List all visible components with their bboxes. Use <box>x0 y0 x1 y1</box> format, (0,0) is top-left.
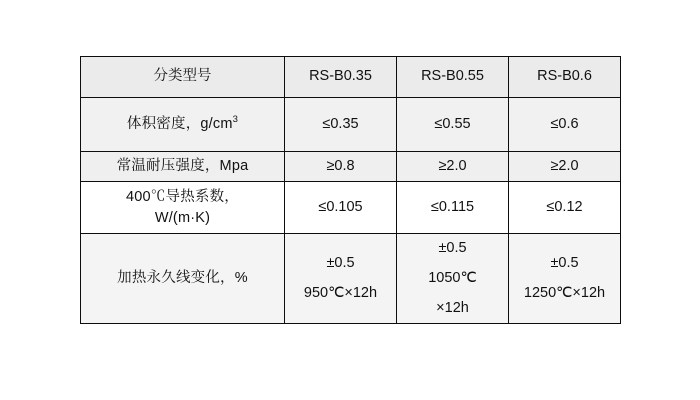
cell-strength-rsb055: ≥2.0 <box>397 152 509 182</box>
row-label-multiline <box>87 187 278 229</box>
column-header-rsb055: RS-B0.55 <box>397 57 509 98</box>
spec-table-container <box>80 56 620 324</box>
cell-value-condition: 1250℃×12h <box>523 285 606 302</box>
cell-conductivity-rsb035: ≤0.105 <box>285 182 397 234</box>
table-header <box>81 57 621 98</box>
row-label-permanent-linear-change: 加热永久线变化，% <box>81 234 285 324</box>
cell-bulk-density-rsb055: ≤0.55 <box>397 98 509 152</box>
table-body <box>81 98 621 324</box>
table-row <box>81 98 621 152</box>
cell-conductivity-rsb06: ≤0.12 <box>509 182 621 234</box>
row-label-compressive-strength: 常温耐压强度，Mpa <box>81 152 285 182</box>
column-header-type: 分类型号 <box>81 57 285 98</box>
table-row <box>81 234 621 324</box>
cell-value-tolerance: ±0.5 <box>438 240 467 257</box>
cell-bulk-density-rsb06: ≤0.6 <box>509 98 621 152</box>
superscript-exponent: 3 <box>232 114 239 126</box>
cell-value-condition: 950℃×12h <box>303 285 378 302</box>
row-label-line2: W/(m·K) <box>154 209 211 226</box>
cell-stack <box>291 253 390 304</box>
cell-bulk-density-rsb035: ≤0.35 <box>285 98 397 152</box>
column-header-rsb06: RS-B0.6 <box>509 57 621 98</box>
cell-value-condition-cont: ×12h <box>436 300 469 317</box>
cell-value-tolerance: ±0.5 <box>326 255 355 272</box>
column-header-rsb035: RS-B0.35 <box>285 57 397 98</box>
cell-stack <box>515 253 614 304</box>
table-header-row <box>81 57 621 98</box>
cell-strength-rsb035: ≥0.8 <box>285 152 397 182</box>
row-label-bulk-density <box>81 98 285 152</box>
cell-value-tolerance: ±0.5 <box>550 255 579 272</box>
table-row <box>81 182 621 234</box>
cell-value-condition: 1050℃ <box>428 270 477 287</box>
table-row <box>81 152 621 182</box>
cell-stack <box>403 238 502 319</box>
specification-table <box>80 56 621 324</box>
cell-linear-change-rsb055 <box>397 234 509 324</box>
row-label-line1: 400℃导热系数， <box>126 188 239 205</box>
row-label-text: 体积密度，g/cm <box>126 115 233 132</box>
cell-strength-rsb06: ≥2.0 <box>509 152 621 182</box>
cell-conductivity-rsb055: ≤0.115 <box>397 182 509 234</box>
row-label-thermal-conductivity <box>81 182 285 234</box>
cell-linear-change-rsb035 <box>285 234 397 324</box>
cell-linear-change-rsb06 <box>509 234 621 324</box>
